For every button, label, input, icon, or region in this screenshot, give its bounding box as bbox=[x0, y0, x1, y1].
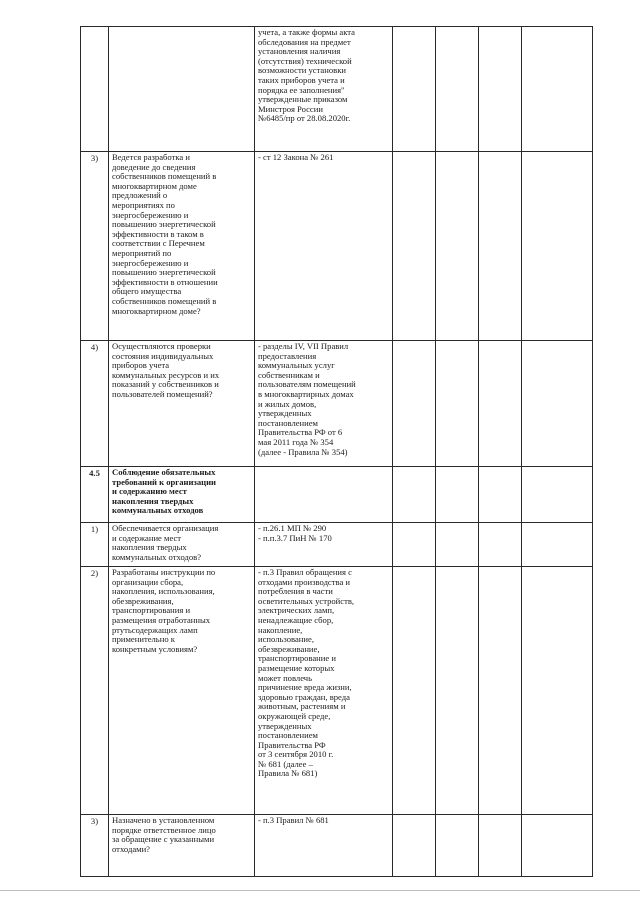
answer-cell-yes[interactable] bbox=[393, 523, 436, 567]
item-number-cell: 3) bbox=[81, 815, 109, 877]
requirement-question-cell bbox=[109, 27, 255, 152]
comment-cell[interactable] bbox=[522, 467, 593, 523]
answer-cell-no[interactable] bbox=[436, 27, 479, 152]
answer-cell-no[interactable] bbox=[436, 341, 479, 467]
answer-cell-not-applicable[interactable] bbox=[479, 523, 522, 567]
requirement-question-cell: Назначено в установленном порядке ответственное лицо за обращение с указанными отходами? bbox=[109, 815, 255, 877]
answer-cell-not-applicable[interactable] bbox=[479, 815, 522, 877]
section-header-row bbox=[81, 467, 593, 523]
answer-cell-not-applicable[interactable] bbox=[479, 27, 522, 152]
comment-cell[interactable] bbox=[522, 567, 593, 815]
section-title-cell: Соблюдение обязательных требований к организации и содержанию мест накопления твердых коммунальных отходов bbox=[109, 467, 255, 523]
answer-cell-not-applicable[interactable] bbox=[479, 341, 522, 467]
comment-cell[interactable] bbox=[522, 27, 593, 152]
checklist-table-page bbox=[80, 26, 593, 877]
answer-cell-yes[interactable] bbox=[393, 152, 436, 341]
requirement-question-cell: Осуществляются проверки состояния индивидуальных приборов учета коммунальных ресурсов и их показаний у собственников и пользователей помещений? bbox=[109, 341, 255, 467]
comment-cell[interactable] bbox=[522, 152, 593, 341]
comment-cell[interactable] bbox=[522, 815, 593, 877]
answer-cell-yes[interactable] bbox=[393, 27, 436, 152]
requirement-question-cell: Обеспечивается организация и содержание мест накопления твердых коммунальных отходов? bbox=[109, 523, 255, 567]
table-row bbox=[81, 152, 593, 341]
requirement-question-cell: Ведется разработка и доведение до сведения собственников помещений в многоквартирном доме предложений о мероприятиях по энергосбережению и повышению энергетической эффективности в таком в соответствии с Перечнем мероприятий по энергосбережению и повышению энергетической эффективности в отношении общего имущества собственников помещений в многоквартирном доме? bbox=[109, 152, 255, 341]
legal-reference-cell: - разделы IV, VII Правил предоставления коммунальных услуг собственникам и пользователям помещений в многоквартирных домах и жилых домов, утвержденных постановлением Правительства РФ от 6 мая 2011 года № 354 (далее - Правила № 354) bbox=[255, 341, 393, 467]
item-number-cell: 3) bbox=[81, 152, 109, 341]
item-number-cell: 1) bbox=[81, 523, 109, 567]
answer-cell-not-applicable[interactable] bbox=[479, 567, 522, 815]
answer-cell-no[interactable] bbox=[436, 152, 479, 341]
requirement-question-cell: Разработаны инструкции по организации сбора, накопления, использования, обезвреживания, транспортирования и размещения отработанных ртутьсодержащих ламп применительно к конкретным условиям? bbox=[109, 567, 255, 815]
page-bottom-rule bbox=[0, 890, 640, 891]
legal-reference-cell: - п.3 Правил № 681 bbox=[255, 815, 393, 877]
item-number-cell: 4) bbox=[81, 341, 109, 467]
item-number-cell: 2) bbox=[81, 567, 109, 815]
legal-reference-cell: - ст 12 Закона № 261 bbox=[255, 152, 393, 341]
legal-reference-cell: учета, а также формы акта обследования на предмет установления наличия (отсутствия) технической возможности установки таких приборов учета и порядка ее заполнения" утвержденные приказом Минстроя России №6485/пр от 28.08.2020г. bbox=[255, 27, 393, 152]
section-number-cell: 4.5 bbox=[81, 467, 109, 523]
answer-cell-no[interactable] bbox=[436, 523, 479, 567]
table-row bbox=[81, 567, 593, 815]
answer-cell-no[interactable] bbox=[436, 467, 479, 523]
table-row bbox=[81, 341, 593, 467]
answer-cell-no[interactable] bbox=[436, 567, 479, 815]
comment-cell[interactable] bbox=[522, 523, 593, 567]
item-number-cell bbox=[81, 27, 109, 152]
table-row bbox=[81, 27, 593, 152]
legal-reference-cell bbox=[255, 467, 393, 523]
legal-reference-cell: - п.3 Правил обращения с отходами производства и потребления в части осветительных устройств, электрических ламп, ненадлежащие сбор, накопление, использование, обезвреживание, транспортирование и размещение которых может повлечь причинение вреда жизни, здоровью граждан, вреда животным, растениям и окружающей среде, утвержденных постановлением Правительства РФ от 3 сентября 2010 г. № 681 (далее – Правила № 681) bbox=[255, 567, 393, 815]
answer-cell-yes[interactable] bbox=[393, 815, 436, 877]
answer-cell-yes[interactable] bbox=[393, 467, 436, 523]
answer-cell-not-applicable[interactable] bbox=[479, 152, 522, 341]
table-row bbox=[81, 815, 593, 877]
answer-cell-no[interactable] bbox=[436, 815, 479, 877]
table-row bbox=[81, 523, 593, 567]
checklist-table bbox=[80, 26, 593, 877]
answer-cell-yes[interactable] bbox=[393, 567, 436, 815]
answer-cell-yes[interactable] bbox=[393, 341, 436, 467]
answer-cell-not-applicable[interactable] bbox=[479, 467, 522, 523]
legal-reference-cell: - п.26.1 МП № 290 - п.п.3.7 ПиН № 170 bbox=[255, 523, 393, 567]
comment-cell[interactable] bbox=[522, 341, 593, 467]
